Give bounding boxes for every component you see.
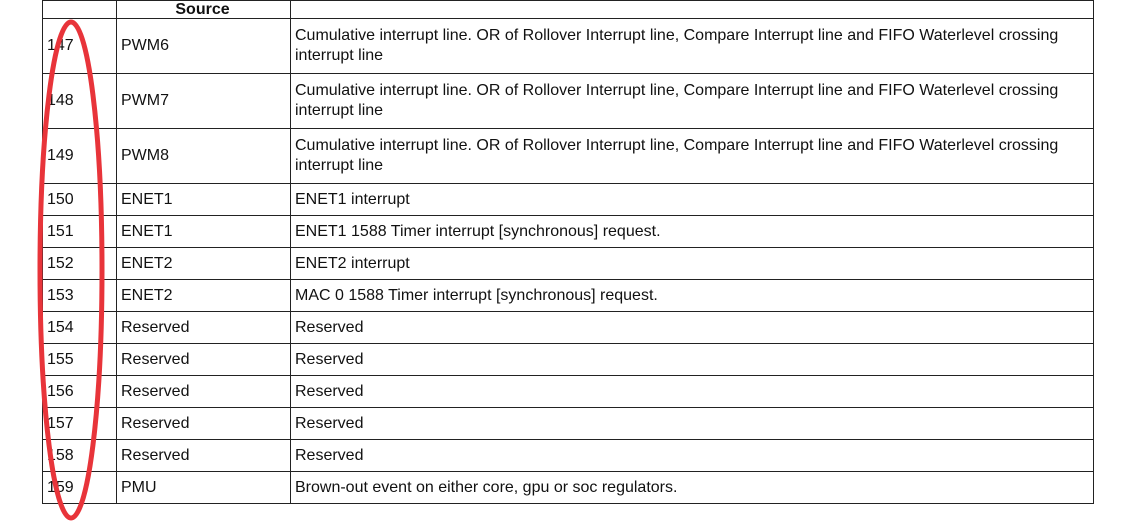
description-cell: Reserved <box>291 312 1094 344</box>
description-cell: Reserved <box>291 408 1094 440</box>
description-cell: Cumulative interrupt line. OR of Rollover Interrupt line, Compare Interrupt line and FIFO Waterlevel crossing interrupt line <box>291 74 1094 129</box>
irq-cell: 148 <box>43 74 117 129</box>
table-header-row <box>43 1 1094 19</box>
table-row <box>43 280 1094 312</box>
table-row <box>43 472 1094 504</box>
source-cell: Reserved <box>117 440 291 472</box>
irq-cell: 151 <box>43 216 117 248</box>
description-cell: MAC 0 1588 Timer interrupt [synchronous] request. <box>291 280 1094 312</box>
irq-cell: 159 <box>43 472 117 504</box>
description-cell: ENET2 interrupt <box>291 248 1094 280</box>
source-cell: Reserved <box>117 344 291 376</box>
source-cell: PWM7 <box>117 74 291 129</box>
table-row <box>43 440 1094 472</box>
source-cell: PWM8 <box>117 129 291 184</box>
irq-cell: 156 <box>43 376 117 408</box>
description-cell: Reserved <box>291 344 1094 376</box>
interrupt-table <box>42 0 1094 504</box>
source-cell: ENET2 <box>117 280 291 312</box>
irq-cell: 153 <box>43 280 117 312</box>
description-cell: Reserved <box>291 376 1094 408</box>
irq-cell: 150 <box>43 184 117 216</box>
table-row <box>43 216 1094 248</box>
source-cell: PWM6 <box>117 19 291 74</box>
irq-cell: 154 <box>43 312 117 344</box>
source-cell: ENET1 <box>117 216 291 248</box>
irq-cell: 157 <box>43 408 117 440</box>
source-cell: Reserved <box>117 376 291 408</box>
table-row <box>43 184 1094 216</box>
description-cell: Cumulative interrupt line. OR of Rollover Interrupt line, Compare Interrupt line and FIFO Waterlevel crossing interrupt line <box>291 19 1094 74</box>
description-cell: Reserved <box>291 440 1094 472</box>
description-cell: Cumulative interrupt line. OR of Rollover Interrupt line, Compare Interrupt line and FIFO Waterlevel crossing interrupt line <box>291 129 1094 184</box>
irq-cell: 158 <box>43 440 117 472</box>
source-cell: ENET2 <box>117 248 291 280</box>
source-cell: PMU <box>117 472 291 504</box>
table-row <box>43 129 1094 184</box>
table-row <box>43 408 1094 440</box>
irq-cell: 149 <box>43 129 117 184</box>
description-cell: Brown-out event on either core, gpu or soc regulators. <box>291 472 1094 504</box>
source-cell: Reserved <box>117 312 291 344</box>
header-description <box>291 1 1094 19</box>
irq-cell: 155 <box>43 344 117 376</box>
header-irq <box>43 1 117 19</box>
table-row <box>43 312 1094 344</box>
irq-cell: 147 <box>43 19 117 74</box>
source-cell: ENET1 <box>117 184 291 216</box>
table-row <box>43 344 1094 376</box>
table-row <box>43 248 1094 280</box>
table-row <box>43 74 1094 129</box>
irq-cell: 152 <box>43 248 117 280</box>
source-cell: Reserved <box>117 408 291 440</box>
description-cell: ENET1 1588 Timer interrupt [synchronous] request. <box>291 216 1094 248</box>
description-cell: ENET1 interrupt <box>291 184 1094 216</box>
table-row <box>43 19 1094 74</box>
table-row <box>43 376 1094 408</box>
header-source: Source <box>117 1 291 19</box>
